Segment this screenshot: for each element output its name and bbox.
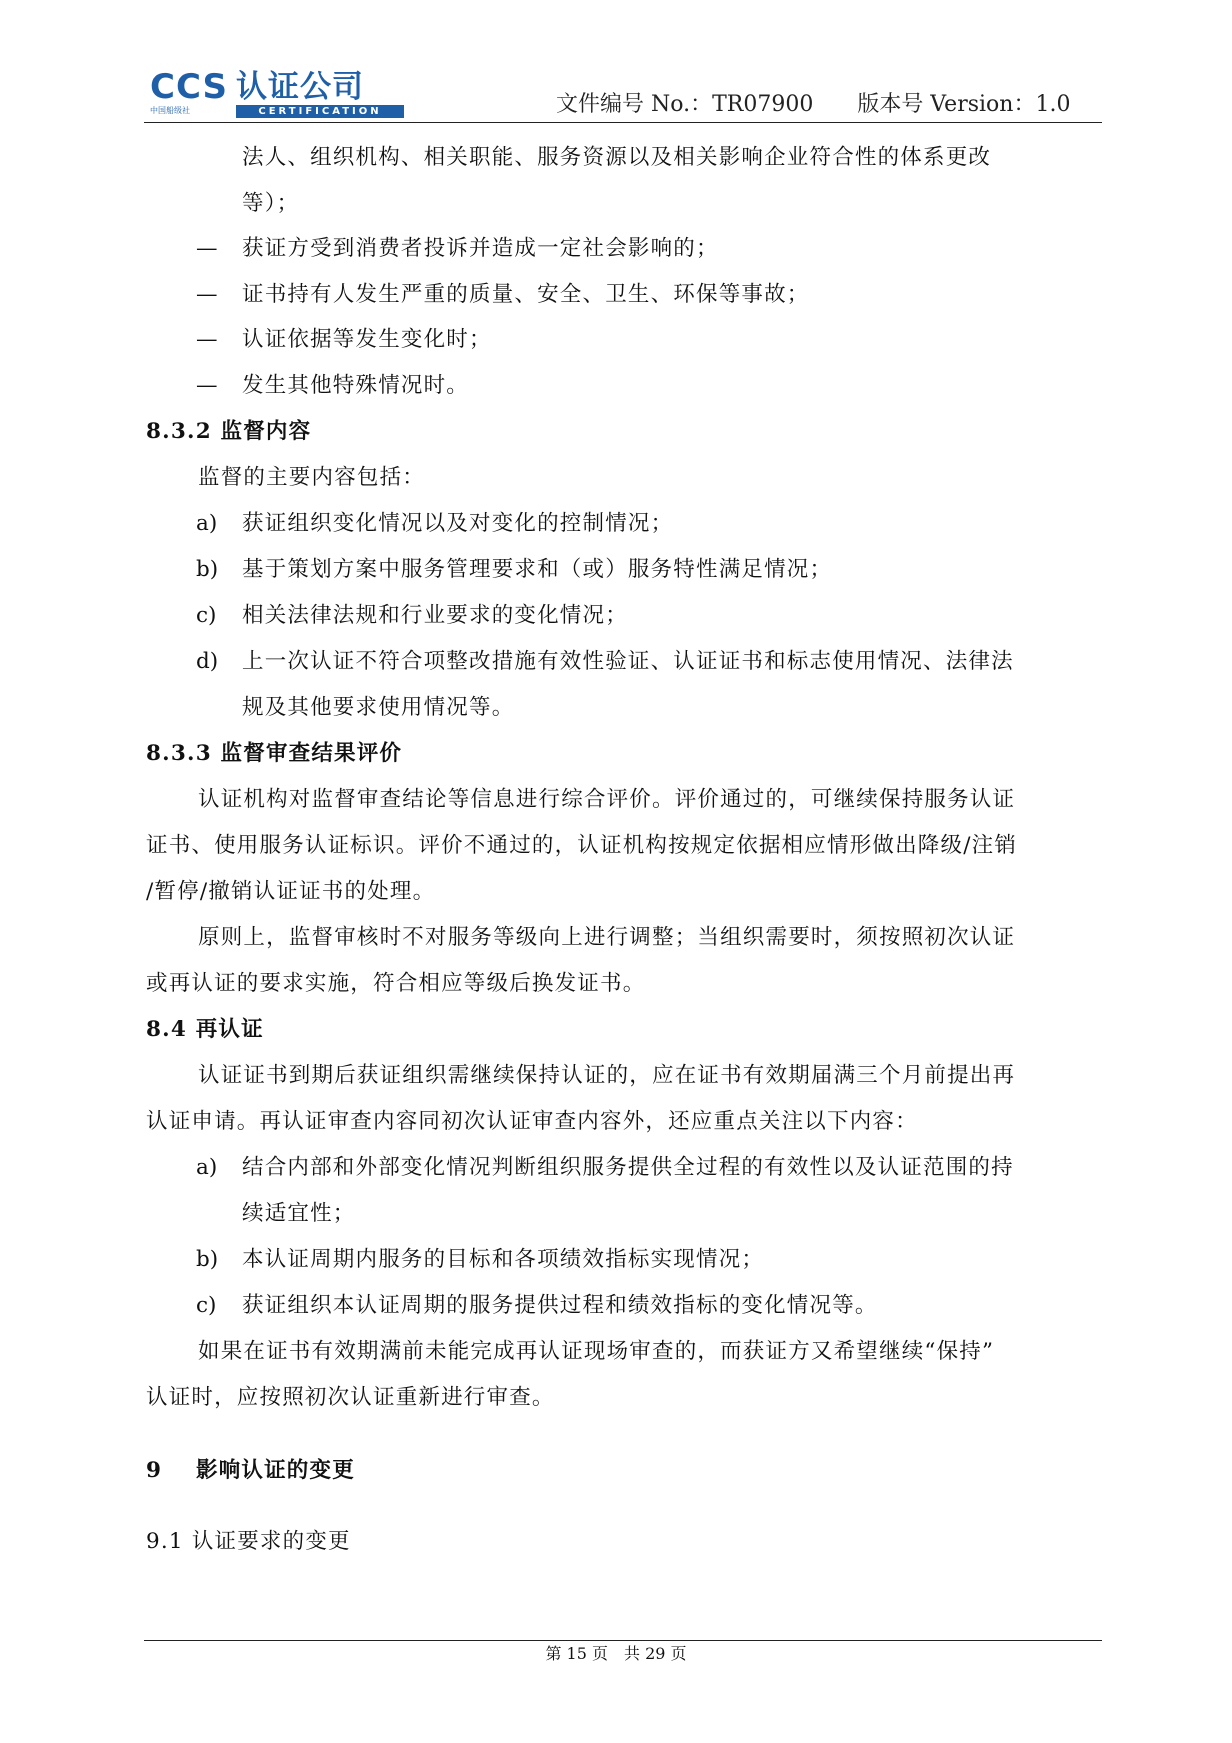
- list-item-continuation: 续适宜性；: [242, 1201, 356, 1226]
- page-number: 第 15 页 共 29 页: [545, 1644, 687, 1663]
- list-item: 获证方受到消费者投诉并造成一定社会影响的；: [242, 236, 719, 261]
- paragraph-line: 如果在证书有效期满前未能完成再认证现场审查的，而获证方又希望继续“保持”: [198, 1339, 995, 1364]
- dash-bullet: —: [196, 327, 218, 352]
- section-heading-8-3-2: 8.3.2 监督内容: [146, 419, 312, 444]
- dash-bullet: —: [196, 373, 218, 398]
- list-item-continuation: 规及其他要求使用情况等。: [242, 695, 515, 720]
- dash-bullet: —: [196, 282, 218, 307]
- list-marker: b): [196, 1247, 219, 1272]
- list-item: 基于策划方案中服务管理要求和（或）服务特性满足情况；: [242, 557, 833, 582]
- ccs-certification-logo: [150, 68, 406, 120]
- list-marker: d): [196, 649, 219, 674]
- list-item: 获证组织变化情况以及对变化的控制情况；: [242, 511, 674, 536]
- paragraph-line: /暂停/撤销认证证书的处理。: [146, 879, 436, 904]
- paragraph-line: 证书、使用服务认证标识。评价不通过的，认证机构按规定依据相应情形做出降级/注销: [146, 833, 1018, 858]
- list-marker: c): [196, 603, 217, 628]
- logo-title-cn-text: 认证公司: [236, 69, 364, 105]
- section-heading-8-3-3: 8.3.3 监督审查结果评价: [146, 741, 403, 766]
- paragraph-line: 认证时，应按照初次认证重新进行审查。: [146, 1385, 555, 1410]
- continued-text-line: 法人、组织机构、相关职能、服务资源以及相关影响企业符合性的体系更改: [242, 145, 992, 170]
- dash-bullet: —: [196, 236, 218, 261]
- section-heading-9-1: 9.1 认证要求的变更: [146, 1529, 351, 1554]
- header-divider: [144, 122, 1102, 123]
- section-number-9: 9: [146, 1458, 163, 1483]
- logo-ccs-text: CCS: [150, 67, 229, 107]
- paragraph-line: 监督的主要内容包括：: [198, 465, 426, 490]
- list-marker: c): [196, 1293, 217, 1318]
- list-item: 上一次认证不符合项整改措施有效性验证、认证证书和标志使用情况、法律法: [242, 649, 1014, 674]
- continued-text-line: 等）；: [242, 191, 300, 216]
- section-heading-8-4: 8.4 再认证: [146, 1017, 264, 1042]
- paragraph-line: 认证证书到期后获证组织需继续保持认证的，应在证书有效期届满三个月前提出再: [198, 1063, 1016, 1088]
- logo-certification-text: CERTIFICATION: [236, 105, 404, 118]
- list-item: 本认证周期内服务的目标和各项绩效指标实现情况；: [242, 1247, 765, 1272]
- list-item: 结合内部和外部变化情况判断组织服务提供全过程的有效性以及认证范围的持: [242, 1155, 1014, 1180]
- paragraph-line: 或再认证的要求实施，符合相应等级后换发证书。: [146, 971, 646, 996]
- logo-org-cn-text: 中国船级社: [150, 106, 190, 115]
- list-marker: a): [196, 511, 218, 536]
- paragraph-line: 认证申请。再认证审查内容同初次认证审查内容外，还应重点关注以下内容：: [146, 1109, 918, 1134]
- list-item: 相关法律法规和行业要求的变化情况；: [242, 603, 628, 628]
- paragraph-line: 认证机构对监督审查结论等信息进行综合评价。评价通过的，可继续保持服务认证: [198, 787, 1016, 812]
- section-heading-9: 影响认证的变更: [196, 1458, 355, 1483]
- list-item: 获证组织本认证周期的服务提供过程和绩效指标的变化情况等。: [242, 1293, 878, 1318]
- document-number: 文件编号 No.：TR07900 版本号 Version：1.0: [556, 92, 1071, 117]
- list-marker: b): [196, 557, 219, 582]
- paragraph-line: 原则上，监督审核时不对服务等级向上进行调整；当组织需要时，须按照初次认证: [198, 925, 1016, 950]
- list-item: 认证依据等发生变化时；: [242, 327, 492, 352]
- list-item: 发生其他特殊情况时。: [242, 373, 470, 398]
- list-marker: a): [196, 1155, 218, 1180]
- list-item: 证书持有人发生严重的质量、安全、卫生、环保等事故；: [242, 282, 810, 307]
